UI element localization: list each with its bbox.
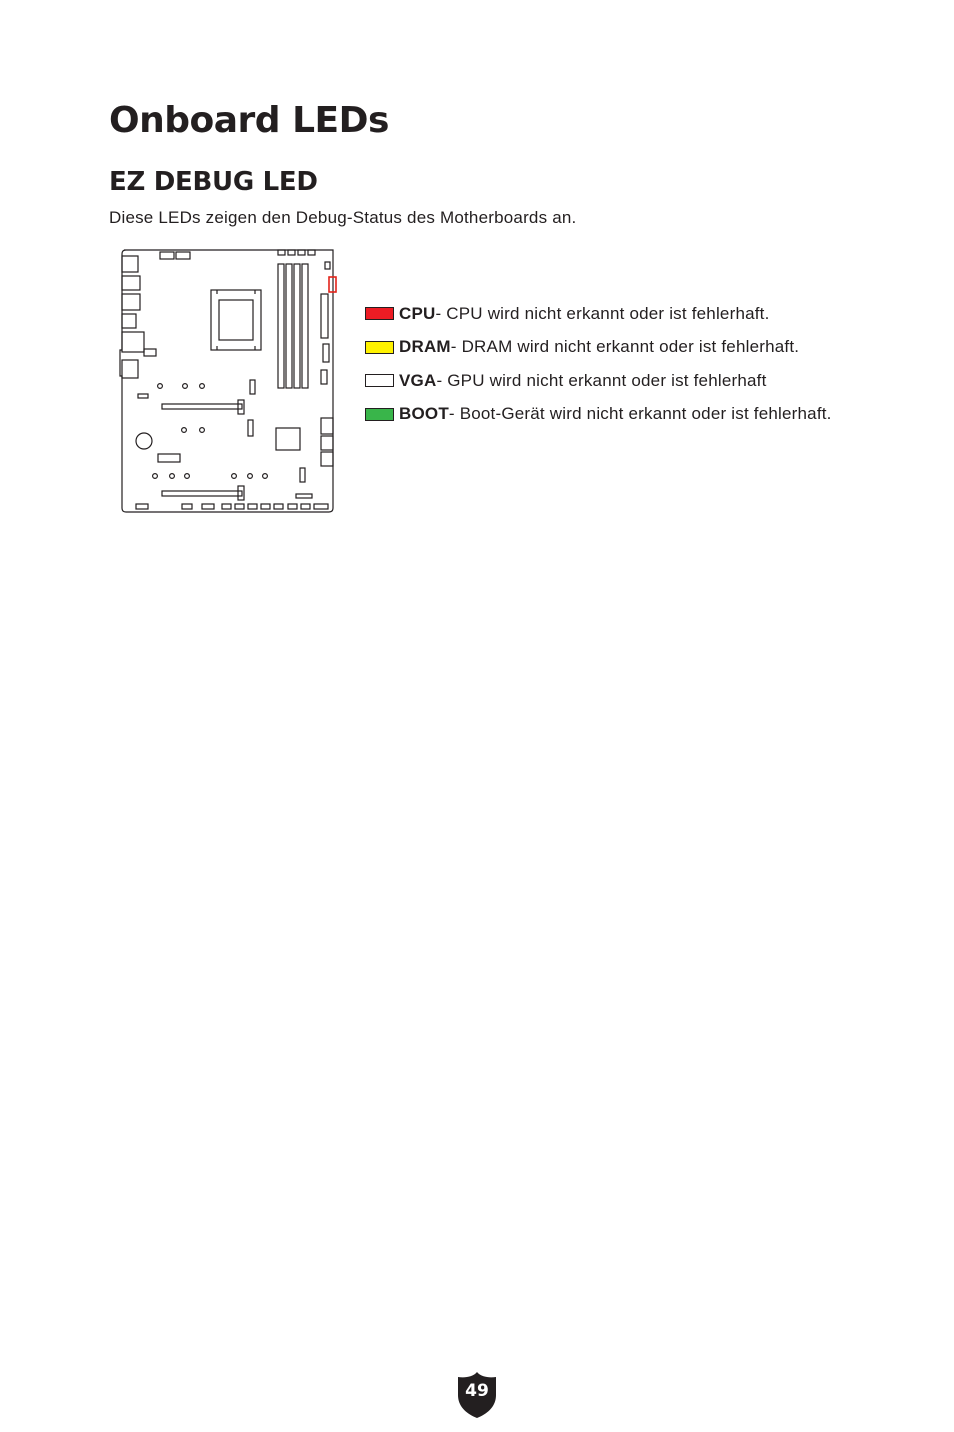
cpu-led-swatch	[365, 307, 394, 320]
section-intro: Diese LEDs zeigen den Debug-Status des Motherboards an.	[109, 208, 577, 227]
motherboard-diagram	[118, 246, 338, 516]
dram-led-swatch	[365, 341, 394, 354]
legend-description: - GPU wird nicht erkannt oder ist fehlerhaft	[436, 370, 767, 390]
legend-item-cpu	[365, 297, 832, 331]
legend-label: BOOT	[399, 404, 449, 424]
section-title: EZ DEBUG LED	[109, 167, 318, 197]
vga-led-swatch	[365, 374, 394, 387]
legend-description: - Boot-Gerät wird nicht erkannt oder ist fehlerhaft.	[448, 404, 832, 424]
legend-description: - DRAM wird nicht erkannt oder ist fehlerhaft.	[450, 337, 800, 357]
legend-item-boot	[365, 398, 832, 432]
legend-label: DRAM	[399, 337, 451, 357]
boot-led-swatch	[365, 408, 394, 421]
legend-label: CPU	[399, 303, 436, 323]
page-number: 49	[465, 1381, 489, 1401]
legend-description: - CPU wird nicht erkannt oder ist fehlerhaft.	[435, 303, 770, 323]
led-legend	[365, 297, 832, 431]
legend-item-vga	[365, 364, 832, 398]
page-title: Onboard LEDs	[109, 100, 389, 141]
legend-item-dram	[365, 331, 832, 365]
legend-label: VGA	[399, 370, 437, 390]
